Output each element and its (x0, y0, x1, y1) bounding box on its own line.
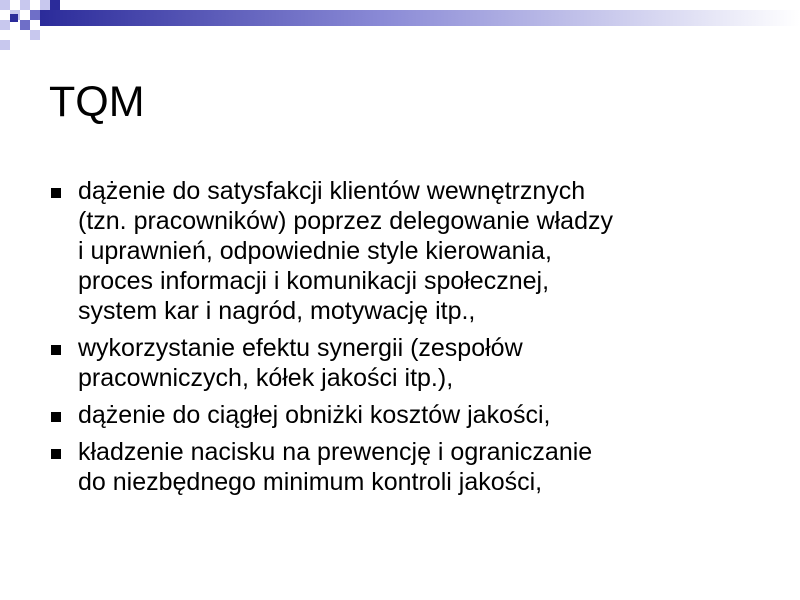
bullet-text-line: (tzn. pracowników) poprzez delegowanie władzy (78, 207, 613, 235)
deco-square (30, 30, 40, 40)
bullet-list (0, 176, 800, 504)
deco-square (30, 10, 40, 20)
square-bullet-icon (51, 345, 61, 355)
bullet-text-line: dążenie do satysfakcji klientów wewnętrznych (78, 177, 586, 205)
bullet-text-line: i uprawnień, odpowiednie style kierowania, (78, 237, 552, 265)
deco-square (20, 20, 30, 30)
bullet-item (0, 400, 800, 430)
slide-title: TQM (49, 78, 145, 126)
square-bullet-icon (51, 449, 61, 459)
deco-square (0, 0, 10, 10)
gradient-bar (40, 10, 800, 26)
deco-square (10, 14, 18, 22)
bullet-text-line: wykorzystanie efektu synergii (zespołów (78, 334, 523, 362)
bullet-item (0, 333, 800, 393)
bullet-text-line: dążenie do ciągłej obniżki kosztów jakości, (78, 401, 551, 429)
square-bullet-icon (51, 412, 61, 422)
bullet-text-line: system kar i nagród, motywację itp., (78, 297, 476, 325)
bullet-text-line: kładzenie nacisku na prewencję i ograniczanie (78, 438, 593, 466)
square-bullet-icon (51, 188, 61, 198)
bullet-text-line: do niezbędnego minimum kontroli jakości, (78, 468, 543, 496)
bullet-item (0, 176, 800, 326)
deco-square (20, 0, 30, 10)
top-decoration (0, 0, 800, 50)
bullet-text-line: proces informacji i komunikacji społecznej, (78, 267, 550, 295)
deco-square (40, 0, 50, 10)
bullet-item (0, 437, 800, 497)
deco-square (50, 0, 60, 10)
bullet-text-line: pracowniczych, kółek jakości itp.), (78, 364, 454, 392)
deco-square (0, 20, 10, 30)
deco-square (0, 40, 10, 50)
